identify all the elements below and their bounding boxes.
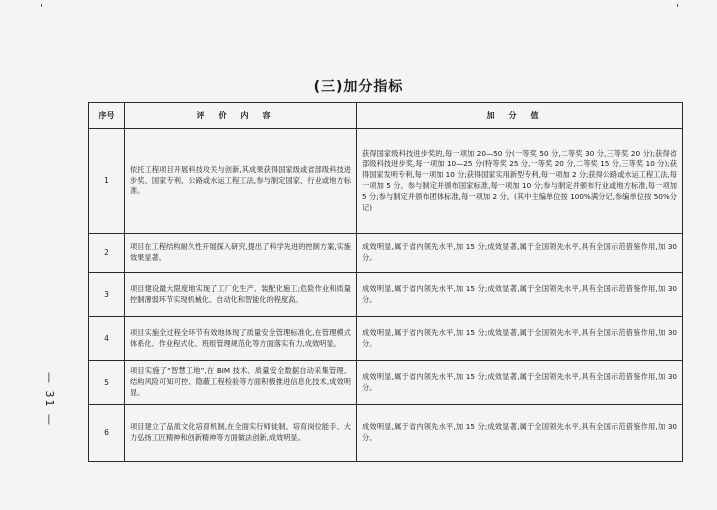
header-value: 加分值: [357, 103, 683, 129]
scan-mark: ': [40, 2, 44, 15]
row-no: 4: [89, 317, 125, 361]
row-content: 项目在工程结构耐久性开展探入研究,提出了科学先进的控制方案,实施效果显著。: [125, 234, 357, 273]
table-row: [89, 405, 683, 462]
section-title: (三)加分指标: [313, 79, 404, 95]
header-content: 评价内容: [125, 103, 357, 129]
row-value: 成效明显,属于省内领先水平,加 15 分;成效显著,属于全国领先水平,具有全国示范借鉴作用,加 30 分。: [357, 234, 683, 273]
row-no: 3: [89, 273, 125, 317]
row-value: 成效明显,属于省内领先水平,加 15 分;成效显著,属于全国领先水平,具有全国示范借鉴作用,加 30 分。: [357, 405, 683, 462]
header-no: 序号: [89, 103, 125, 129]
row-value: 成效明显,属于省内领先水平,加 15 分;成效显著,属于全国领先水平,具有全国示范借鉴作用,加 30 分。: [357, 273, 683, 317]
table-row: [89, 273, 683, 317]
row-content: 依托工程项目开展科技攻关与创新,其成果获得国家级或省部级科技进步奖、国家专利、公路或水运工程工法,参与制定国家、行业或地方标准。: [125, 129, 357, 234]
row-no: 1: [89, 129, 125, 234]
row-content: 项目实施全过程全环节有效地体现了质量安全管理标准化,在管理模式体系化、作业程式化、班组管理规范化等方面落实有力,成效明显。: [125, 317, 357, 361]
scan-mark: ': [676, 2, 680, 15]
row-content: 项目实施了“智慧工地”,在 BIM 技术、质量安全数据自动采集管理、结构风险可知可控、隐蔽工程检验等方面积极推进信息化技术,成效明显。: [125, 361, 357, 405]
row-content: 项目建设最大限度地实现了工厂化生产、装配化施工;危险作业和质量控制薄弱环节实现机械化、自动化和智能化的程度高。: [125, 273, 357, 317]
row-value: 成效明显,属于省内领先水平,加 15 分;成效显著,属于全国领先水平,具有全国示范借鉴作用,加 30 分。: [357, 361, 683, 405]
table-row: [89, 129, 683, 234]
row-value: 获得国家级科技进步奖的,每一项加 20—50 分(一等奖 50 分,二等奖 30 分,三等奖 20 分);获得省部级科技进步奖,每一项加 10—25 分(特等奖 25 分,一等奖 20 分,二等奖 15 分,三等奖 10 分);获得国家发明专利,每一项加 10 分;获得国家实用新型专利,每一项加 2 分;获得公路或水运工程工法,每一项加 5 分。参与制定并颁布国家标准,每一项加 10 分;参与制定并颁布行业或地方标准,每一项加 5 分;参与制定并颁布团体标准,每一项加 2 分。(其中主编单位按 100%满分记,参编单位按 50%分记): [357, 129, 683, 234]
table-header-row: [89, 103, 683, 129]
row-no: 6: [89, 405, 125, 462]
bonus-criteria-table: [88, 102, 683, 462]
row-content: 项目建立了品质文化培育机制,在全面实行师徒制、培育岗位能手、大力弘扬工匠精神和创新精神等方面做法创新,成效明显。: [125, 405, 357, 462]
row-no: 5: [89, 361, 125, 405]
table-row: [89, 317, 683, 361]
table-row: [89, 361, 683, 405]
table-row: [89, 234, 683, 273]
row-no: 2: [89, 234, 125, 273]
page-number: — 31 —: [43, 372, 56, 427]
row-value: 成效明显,属于省内领先水平,加 15 分;成效显著,属于全国领先水平,具有全国示范借鉴作用,加 30 分。: [357, 317, 683, 361]
